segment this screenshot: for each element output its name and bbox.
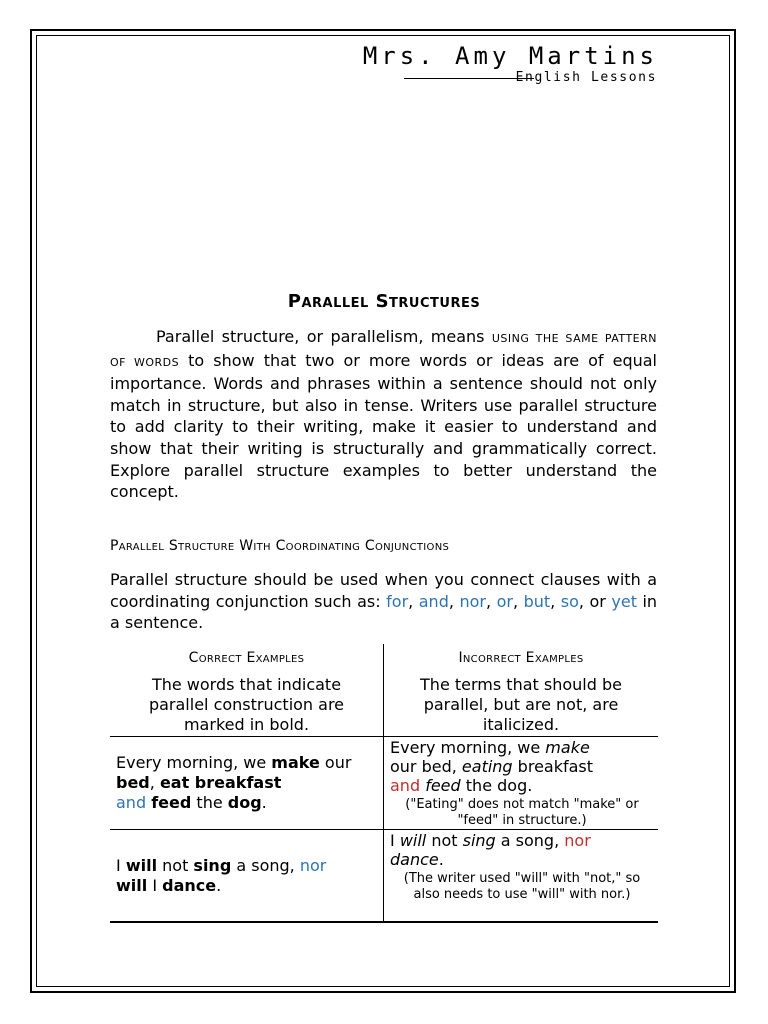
- conjunction: nor: [564, 831, 591, 850]
- text: Every morning, we: [390, 738, 546, 757]
- header-subtitle: English Lessons: [515, 70, 657, 85]
- conjunction-yet: yet: [611, 591, 637, 611]
- text: .: [216, 876, 222, 895]
- text: not: [157, 856, 194, 875]
- conjunction-so: so: [560, 591, 579, 611]
- bold-word: feed: [151, 793, 192, 812]
- conjunction-for: for: [386, 591, 409, 611]
- intro-text-1: Parallel structure, or parallelism, means: [156, 327, 492, 346]
- text: I: [116, 856, 126, 875]
- conjunction-but: but: [523, 591, 551, 611]
- conjunction: nor: [299, 856, 327, 875]
- row1-incorrect-example: [390, 738, 654, 829]
- text: I: [147, 876, 163, 895]
- italic-word: will: [399, 831, 427, 850]
- sep: ,: [485, 591, 497, 611]
- text: a song,: [231, 856, 300, 875]
- sep: ,: [408, 591, 419, 611]
- bold-word: sing: [193, 856, 232, 875]
- text: the: [191, 793, 228, 812]
- text: the dog.: [460, 776, 533, 795]
- incorrect-description: The terms that should be parallel, but are not, are italicized.: [420, 675, 622, 734]
- text: a song,: [495, 831, 565, 850]
- text: ,: [149, 773, 160, 792]
- conjunction-or: or: [496, 591, 513, 611]
- conjunction: and: [390, 776, 421, 795]
- italic-word: make: [545, 738, 590, 757]
- conjunction-paragraph: [110, 569, 657, 634]
- table-bottom-rule: [110, 921, 658, 923]
- row2-incorrect-note: (The writer used "will" with "not," so also needs to use "will" with nor.): [403, 871, 641, 902]
- intro-smallcaps: USING THE SAME PATTERN OF WORDS: [110, 332, 657, 369]
- table-row-divider: [110, 829, 658, 830]
- row2-incorrect-example: [390, 831, 654, 903]
- page-title: Parallel Structures: [287, 291, 481, 312]
- conjunction: and: [116, 793, 147, 812]
- examples-table: [110, 644, 658, 924]
- sep: ,: [550, 591, 561, 611]
- conj-text-before: Parallel structure should be used when you connect clauses with a coordinating conjunction such as:: [110, 570, 657, 611]
- text: breakfast: [512, 757, 594, 776]
- sep: ,: [448, 591, 460, 611]
- bold-word: make: [271, 753, 320, 772]
- text: not: [426, 831, 463, 850]
- text: our: [319, 753, 352, 772]
- row1-correct-example: [116, 753, 378, 813]
- italic-word: eating: [461, 757, 513, 776]
- correct-description: The words that indicate parallel construction are marked in bold.: [148, 675, 345, 734]
- sep: ,: [512, 591, 524, 611]
- author-name: Mrs. Amy Martins: [362, 42, 658, 70]
- sep: , or: [578, 591, 612, 611]
- section-heading: Parallel Structure With Coordinating Conjunctions: [110, 538, 450, 554]
- text: .: [438, 850, 444, 869]
- header-rule: [404, 78, 534, 79]
- text: I: [390, 831, 400, 850]
- incorrect-examples-header: Incorrect Examples: [458, 650, 584, 666]
- conjunction-nor: nor: [459, 591, 486, 611]
- bold-word: will: [125, 856, 158, 875]
- text: our bed,: [390, 757, 462, 776]
- correct-examples-header: Correct Examples: [188, 650, 305, 666]
- bold-word: will: [116, 876, 148, 895]
- text: .: [261, 793, 267, 812]
- conj-text-after: in a sentence.: [110, 591, 658, 633]
- italic-word: feed: [425, 776, 461, 795]
- bold-word: eat breakfast: [159, 773, 282, 792]
- row1-incorrect-note: ("Eating" does not match "make" or "feed" in structure.): [405, 797, 639, 828]
- intro-paragraph: [110, 326, 657, 503]
- row2-correct-example: [116, 856, 378, 896]
- conjunction-and: and: [418, 591, 449, 611]
- bold-word: dog: [227, 793, 262, 812]
- bold-word: bed: [116, 773, 150, 792]
- intro-text-2: to show that two or more words or ideas are of equal importance. Words and phrases within a sentence should not only match in structure, but also in tense. Writers use parallel structure to add clarity to their writing, make it easier to understand and show that their writing is structurally and grammatically correct. Explore parallel structure examples to better understand the concept.: [110, 350, 657, 502]
- italic-word: dance: [390, 850, 439, 869]
- table-column-divider: [383, 644, 384, 923]
- table-row-divider: [110, 736, 658, 737]
- text: Every morning, we: [116, 753, 272, 772]
- italic-word: sing: [462, 831, 496, 850]
- bold-word: dance: [162, 876, 217, 895]
